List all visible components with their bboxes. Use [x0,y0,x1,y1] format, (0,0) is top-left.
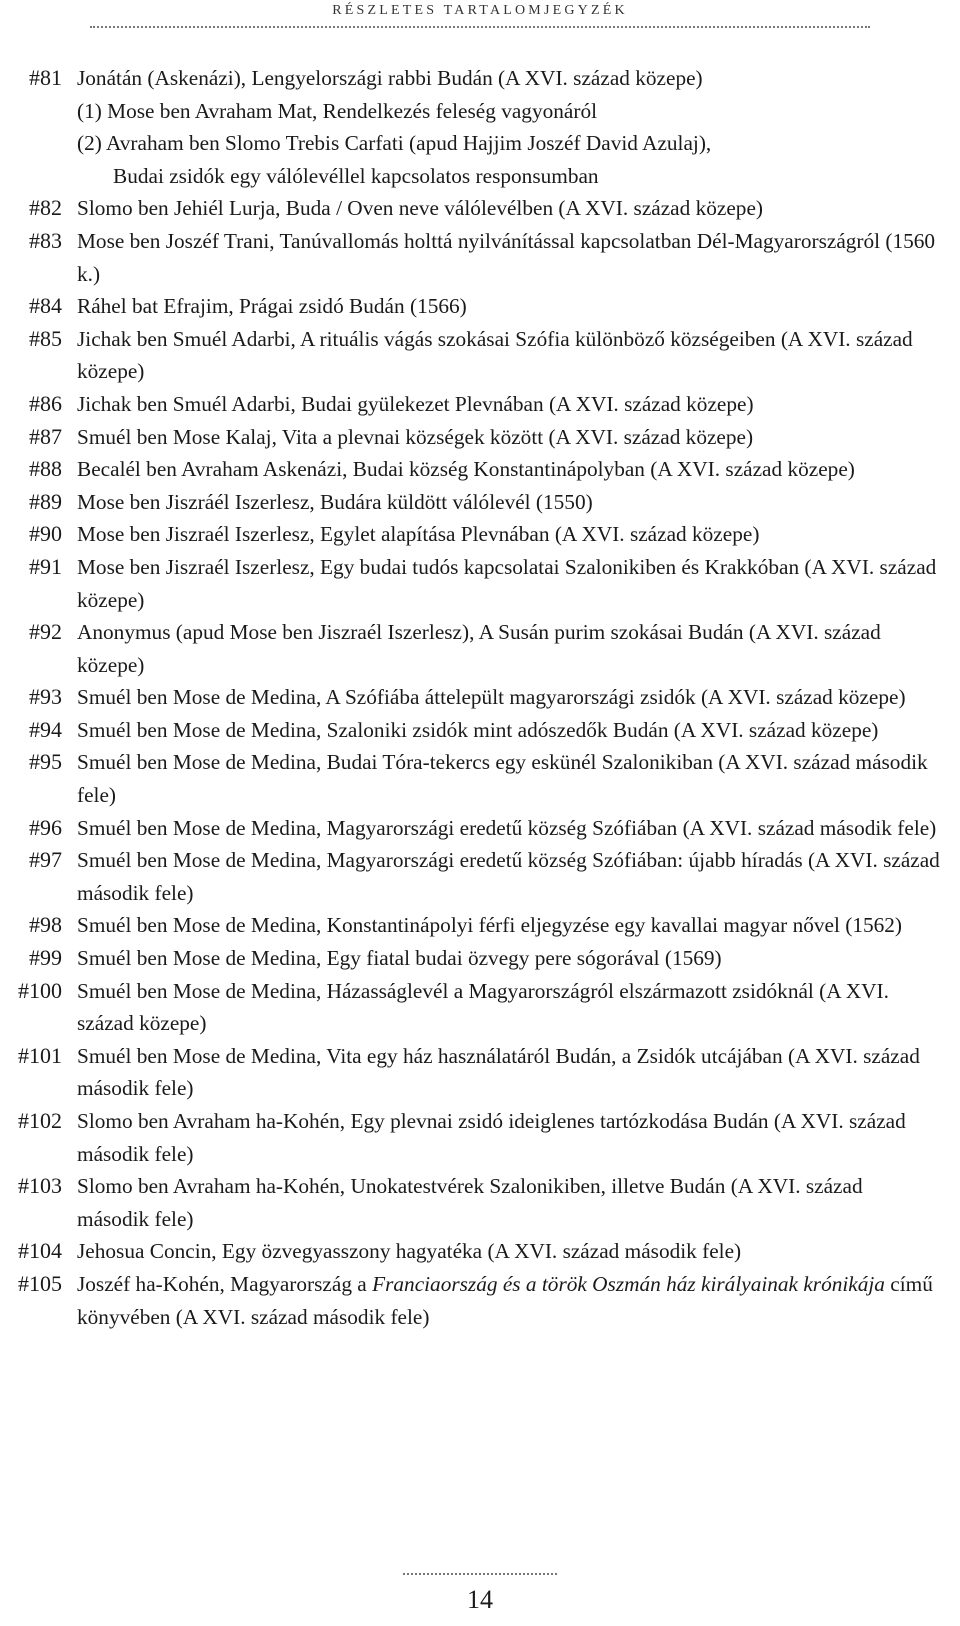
entry-text: Mose ben Jiszraél Iszerlesz, Egylet alapítása Plevnában (A XVI. század közepe) [77,522,760,547]
entry-number: #93 [29,684,62,710]
toc-entry [0,942,960,975]
toc-entry [0,290,960,323]
entry-number: #103 [18,1173,62,1199]
entry-text: Smuél ben Mose de Medina, Magyarországi eredetű község Szófiában: újabb híradás (A XVI. század második fele) [77,848,940,905]
toc-entry [0,1268,960,1333]
entry-text: Smuél ben Mose de Medina, Házasságlevél a Magyarországról elszármazott zsidóknál (A XVI. század közepe) [77,978,889,1036]
page-number: 14 [467,1585,493,1614]
entry-number: #92 [29,619,62,645]
book-title: Franciaország és a török Oszmán ház királyainak krónikája [372,1271,885,1296]
toc-entry [0,681,960,714]
entry-number: #102 [18,1108,62,1133]
entry-text: Smuél ben Mose de Medina, Konstantinápolyi férfi eljegyzése egy kavallai magyar nővel (1562) [77,913,903,938]
entry-subitem: Jonátán (Askenázi), Lengyelországi rabbi Budán (A XVI. század közepe) [77,66,703,90]
entry-text: Becalél ben Avraham Askenázi, Budai község Konstantinápolyban (A XVI. század közepe) [77,457,855,482]
toc-entry [0,975,960,1040]
entry-number: #97 [29,847,62,873]
toc-entry [0,551,960,616]
entry-text: Smuél ben Mose de Medina, Magyarországi eredetű község Szófiában (A XVI. század második fele) [77,815,937,840]
toc-entry [0,909,960,942]
toc-entry [0,1040,960,1105]
entry-text: Smuél ben Mose de Medina, Szaloniki zsidók mint adószedők Budán (A XVI. század közepe) [77,717,879,742]
entry-number: #95 [29,749,62,775]
entry-text: Smuél ben Mose Kalaj, Vita a plevnai községek között (A XVI. század közepe) [77,424,754,449]
entry-text: Ráhel bat Efrajim, Prágai zsidó Budán (1566) [77,294,467,319]
header-dotted-rule [90,26,870,28]
toc-entry [0,421,960,454]
toc-entry [0,486,960,519]
entry-number: #83 [29,227,62,253]
entry-text: Anonymus (apud Mose ben Jiszraél Iszerlesz), A Susán purim szokásai Budán (A XVI. század közepe) [77,620,881,677]
entry-number: #91 [29,553,62,579]
toc-entry [0,1235,960,1268]
entry-text: Mose ben Jiszraél Iszerlesz, Egy budai tudós kapcsolatai Szalonikiben és Krakkóban (A XVI. század közepe) [77,554,937,612]
entry-text: Smuél ben Mose de Medina, Egy fiatal budai özvegy pere sógorával (1569) [77,946,722,971]
entry-number: #81 [29,65,62,90]
toc-entry [0,323,960,388]
entry-text-after: című könyvében (A XVI. század második fele) [77,1271,933,1329]
entry-number: #86 [29,390,62,416]
toc-entry [0,746,960,811]
entry-number: #94 [29,716,62,742]
entry-text: Smuél ben Mose de Medina, Vita egy ház használatáról Budán, a Zsidók utcájában (A XVI. század második fele) [77,1043,920,1101]
entry-number: #100 [18,977,62,1003]
entry-number: #99 [29,945,62,971]
footer-dotted-rule [403,1573,557,1575]
toc-entry [0,714,960,747]
toc-entry [0,453,960,486]
toc-entry [0,1105,960,1170]
entry-text: Mose ben Jiszráél Iszerlesz, Budára küldött válólevél (1550) [77,489,593,514]
toc-entry [0,1170,960,1235]
entry-text: Slomo ben Jehiél Lurja, Buda / Oven neve válólevélben (A XVI. század közepe) [77,196,764,221]
toc-entry [0,844,960,909]
entry-number: #84 [29,293,62,319]
entry-number: #101 [18,1042,62,1068]
toc-entry [0,192,960,225]
entry-text [77,1268,940,1333]
running-head: RÉSZLETES TARTALOMJEGYZÉK [332,3,628,18]
entry-number: #85 [29,325,62,351]
entry-text: Jichak ben Smuél Adarbi, A rituális vágás szokásai Szófia különböző községeiben (A XVI. század közepe) [77,326,913,384]
entry-subitem: (1) Mose ben Avraham Mat, Rendelkezés feleség vagyonáról [77,98,598,123]
entry-number: #90 [29,521,62,547]
toc-entry [0,518,960,551]
entry-text: Smuél ben Mose de Medina, Budai Tóra-tekercs egy eskünél Szalonikiban (A XVI. század második fele) [77,750,928,808]
entry-number: #105 [18,1270,62,1296]
toc-entry [0,616,960,681]
toc-entry [0,388,960,421]
entry-text: Smuél ben Mose de Medina, A Szófiába áttelepült magyarországi zsidók (A XVI. század közepe) [77,685,906,710]
entry-number: #87 [29,423,62,449]
toc-entry [0,812,960,845]
entry-number: #104 [18,1238,62,1264]
entry-number: #89 [29,488,62,514]
toc-entry [0,62,960,192]
entry-text: Jehosua Concin, Egy özvegyasszony hagyatéka (A XVI. század második fele) [77,1239,742,1264]
entry-subitem: Budai zsidók egy válólevéllel kapcsolatos responsumban [113,163,599,188]
entry-text: Jichak ben Smuél Adarbi, Budai gyülekezet Plevnában (A XVI. század közepe) [77,391,754,416]
entry-text: Mose ben Joszéf Trani, Tanúvallomás holttá nyilvánítással kapcsolatban Dél-Magyarországról (1560 k.) [77,228,936,286]
table-of-contents [0,62,960,1333]
entry-text-before: Joszéf ha-Kohén, Magyarország a [77,1271,373,1296]
entry-text [77,62,940,192]
entry-text: Slomo ben Avraham ha-Kohén, Unokatestvérek Szalonikiben, illetve Budán (A XVI. század második fele) [77,1174,863,1231]
entry-number: #96 [29,814,62,840]
entry-number: #88 [29,456,62,482]
entry-number: #82 [29,195,62,221]
entry-subitem: (2) Avraham ben Slomo Trebis Carfati (apud Hajjim Joszéf David Azulaj), [77,131,712,156]
entry-number: #98 [29,912,62,938]
toc-entry [0,225,960,290]
entry-text: Slomo ben Avraham ha-Kohén, Egy plevnai zsidó ideiglenes tartózkodása Budán (A XVI. század második fele) [77,1109,906,1166]
